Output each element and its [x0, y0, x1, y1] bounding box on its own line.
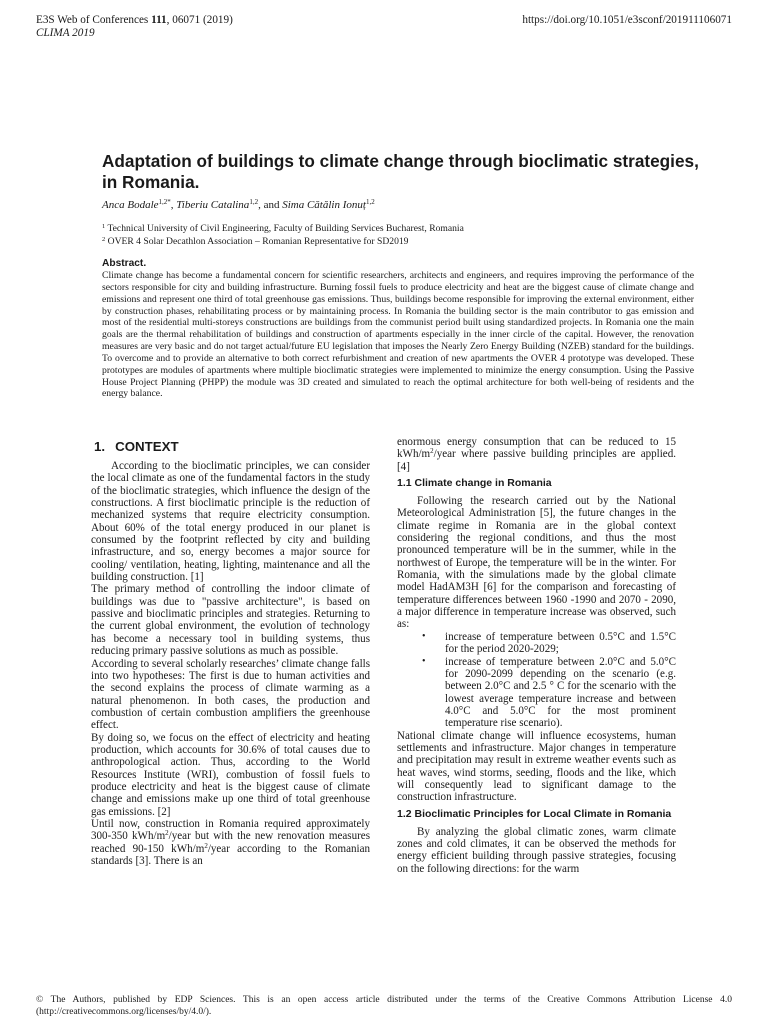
bullet-list [422, 631, 676, 730]
paragraph: According to several scholarly researches’ climate change falls into two hypotheses: The first is due to human activities and the second explains the process of climate warming as a natural phenomenon. In both cases, the production and combustion of certain combustion amplifiers the greenhouse effect. [91, 657, 370, 732]
affiliation: $^1$ Technical University of Civil Engineering, Faculty of Building Services Bucharest, Romania [102, 223, 464, 234]
license-footer: © The Authors, published by EDP Sciences. This is an open access article distributed under the terms of the Creative Commons Attribution License 4.0 (http://creativecommons.org/licenses/by/4.0/). [36, 995, 732, 1017]
paragraph: Until now, construction in Romania required approximately 300-350 kWh/$m^2$/year but with the new renovation measures reached 90-150 kWh/$m^2$/year according to the Romanian standards [3]. There is an [91, 817, 371, 867]
paragraph: By analyzing the global climatic zones, warm climate zones and cold climates, it can be observed the methods for energy efficient building through passive strategies, focusing on the following directions: for the warm [397, 825, 676, 875]
right-column [397, 436, 676, 875]
author-list: Anca Bodale$^{1,2*}$, Tiberiu Catalina$^{1,2}$, and Sima Cătălin Ionuț$^{1,2}$ [102, 198, 375, 211]
bullet-icon: • [422, 655, 426, 667]
section-heading: 1. CONTEXT [94, 439, 179, 454]
affiliations [102, 223, 464, 248]
paragraph: By doing so, we focus on the effect of electricity and heating production, which accounts for 30.6% of total causes due to anthropological action. Thus, according to the World Resources Institute (WRI), combustion of fossil fuels to produce electricity and heat is the biggest cause of climate change and emissions make up one third of total greenhouse gas emissions. [2] [91, 731, 370, 818]
list-item: • increase of temperature between 0.5°C and 1.5°C for the period 2020-2029; [422, 630, 676, 656]
paragraph: The primary method of controlling the indoor climate of buildings was due to "passive architecture", is based on passive and bioclimatic principles and strategies. Returning to the current global environment, the evolution of technology has become a necessary tool in building systems, thus reducing primary passive solutions as much as possible. [91, 583, 370, 658]
affiliation: $^2$ OVER 4 Solar Decathlon Association – Romanian Representative for SD2019 [102, 235, 409, 247]
abstract-text: Climate change has become a fundamental concern for scientific researchers, architects and engineers, and requires improving the performance of the sectors responsible for city and building infrastructure. Burning fossil fuels to produce electricity and heat are the biggest cause of climate change and emissions and represent one third of total greenhouse gas emissions. Thus, buildings become responsible for improving the external environment, either by construction phases, rehabilitating process or by maintaining process. In Romania the building sector is the main contributor to gas emission and most of the residential multi-storeys constructions are buildings from the communist period built using standardized projects. In Romania one the main goals are the thermal rehabilitation of buildings and construction of apartments especially in the inner circle of the capital. However, the renovation measures are very basic and do not target actual/future EU legislation that imposes the Nearly Zero Energy Building (NZEB) standard for the buildings. To overcome and to provide an alternative to both correct refurbishment and creation of new apartments the OVER 4 prototype was developed. These prototypes are modules of apartments where multiple bioclimatic strategies were implemented to minimize the energy consumption. Using the Passive House Project Planning (PHPP) the module was 3D created and simulated to reach the optimal architecture for both well-being of residents and the energy balance. [102, 270, 694, 400]
author-name: Tiberiu Catalina [176, 199, 250, 211]
paragraph: Following the research carried out by the National Meteorological Administration [5], the future changes in the climate regime in Romania are in the global context considering the regional conditions, and thus the most pronounced temperature will be in the summer, while in the northwest of Europe, the temperature will be in the winter. For Romania, with the simulations made by the global climate model HadAM3H [6] for the comparison and forecasting of temperature differences between 1960 -1990 and 2070 - 2090, a major difference in temperature increase was observed, such as: [397, 495, 676, 631]
list-item: • increase of temperature between 2.0°C and 5.0°C for 2090-2099 depending on the scenario (e.g. between 2.0°C and 2.5 ° C for the scenario with the lowest average temperature increase and between 4.0°C and 5.0°C for the most prominent temperature rise scenario). [422, 655, 676, 730]
doi-link[interactable]: https://doi.org/10.1051/e3sconf/201911106071 [522, 14, 732, 26]
journal-line: E3S Web of Conferences 111, 06071 (2019) [36, 14, 233, 26]
paragraph: National climate change will influence ecosystems, human settlements and infrastructure. Major changes in temperature and precipitation may result in extreme weather events such as heat waves, wind storms, seeding, floods and the like, which will consequently lead to significant damage to the construction infrastructure. [397, 729, 676, 804]
paper-title: Adaptation of buildings to climate change through bioclimatic strategies, in Romania. [102, 151, 699, 192]
abstract-heading: Abstract. [102, 258, 147, 269]
subsection-heading: 1.1 Climate change in Romania [397, 477, 552, 490]
bullet-icon: • [422, 630, 426, 642]
running-header [36, 14, 233, 40]
conference-name: CLIMA 2019 [36, 27, 95, 39]
author-name: Anca Bodale [102, 199, 159, 211]
paragraph: enormous energy consumption that can be reduced to 15 kWh/$m^2$/year where passive building principles are applied. [4] [397, 436, 676, 473]
paragraph: According to the bioclimatic principles, we can consider the local climate as one of the fundamental factors in the study of the bioclimatic strategies, which influence the design of the constructions. A first bioclimatic principle is the reduction of mechanized systems that require electricity consumption. About 60% of the total energy produced in our planet is consumed by the footprint reflected by city and building infrastructure, and so, energy becomes a major source for cooling/ ventilation, heating, lighting, maintenance and all the building construction. [1] [91, 460, 370, 584]
volume-number: 111 [151, 14, 167, 26]
subsection-heading: 1.2 Bioclimatic Principles for Local Climate in Romania [397, 807, 672, 820]
left-column [91, 436, 370, 867]
author-name: Sima Cătălin Ionuț [282, 199, 366, 211]
